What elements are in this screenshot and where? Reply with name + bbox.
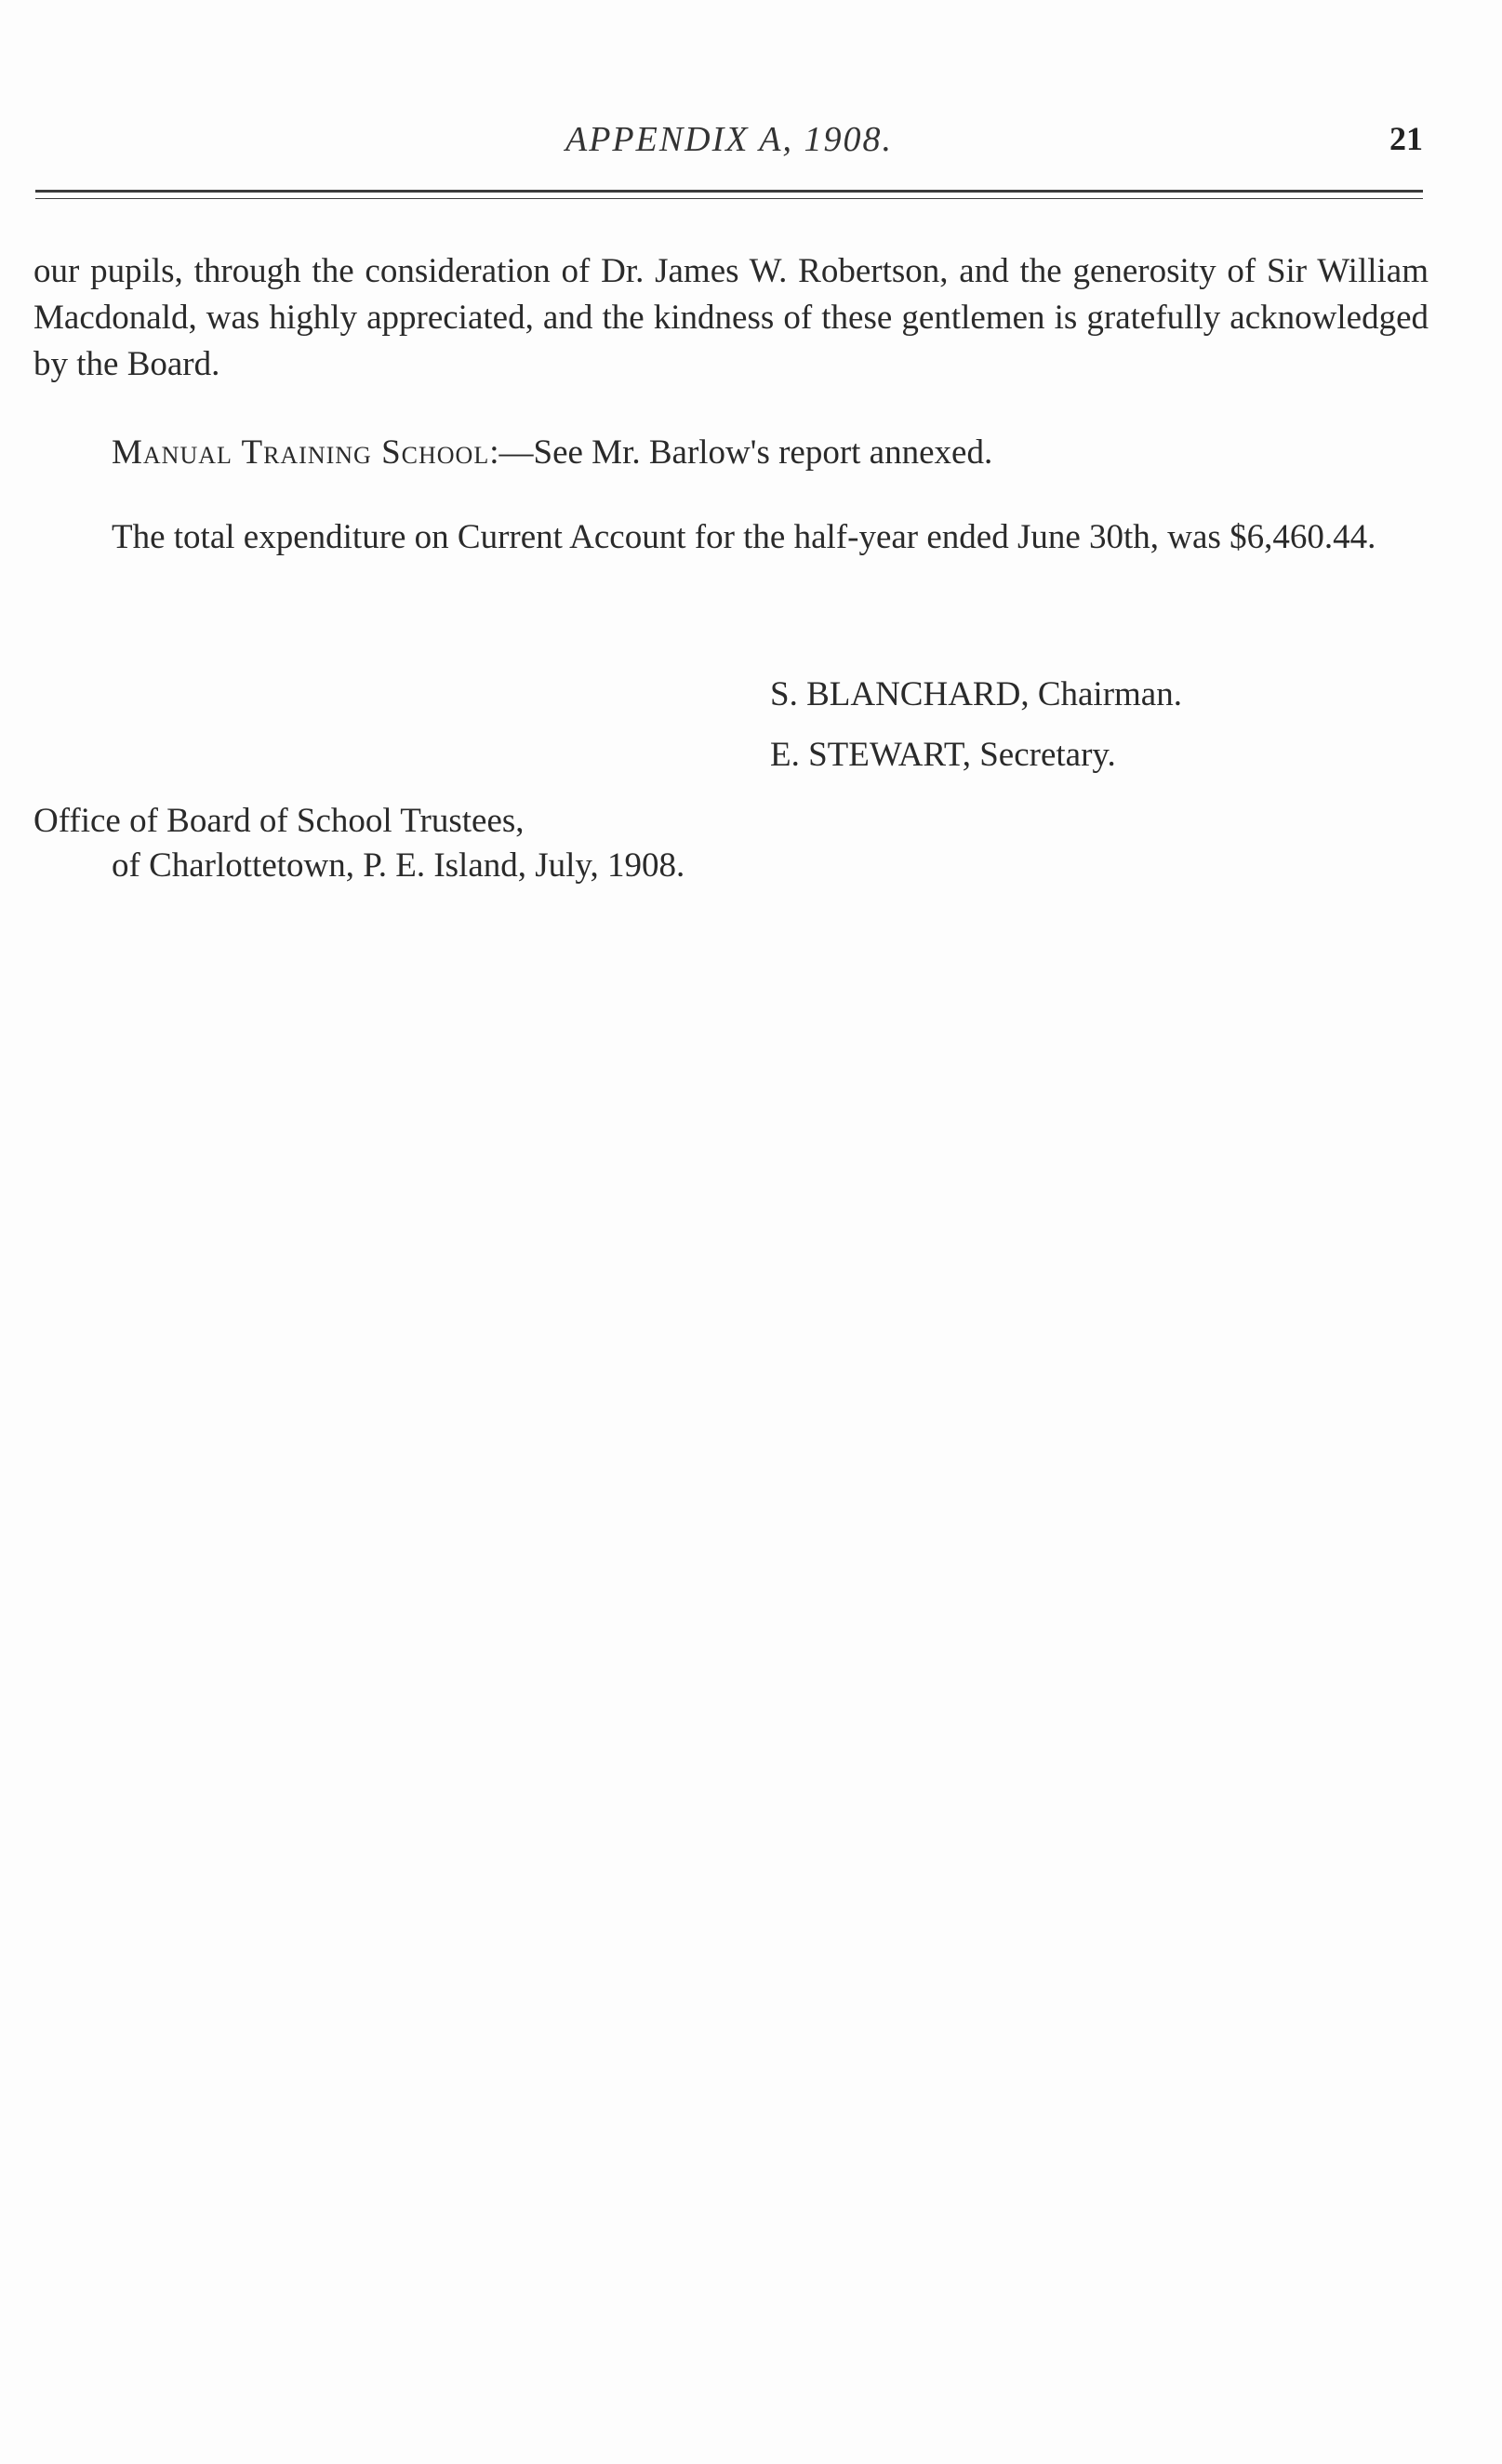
paragraph-expenditure: The total expenditure on Current Account for the half-year ended June 30th, was $6,460.44.	[112, 518, 1376, 556]
header-rule-thin	[35, 198, 1423, 199]
running-head	[35, 119, 1423, 166]
office-line-1: Office of Board of School Trustees,	[33, 802, 525, 840]
page-number: 21	[1389, 120, 1423, 157]
manual-training-text: :—See Mr. Barlow's report annexed.	[489, 433, 993, 472]
paragraph-manual-training	[33, 430, 1429, 476]
header-rule-thick	[35, 190, 1423, 193]
office-line-2: of Charlottetown, P. E. Island, July, 1908.	[112, 846, 685, 885]
paragraph-continuation: our pupils, through the consideration of Dr. James W. Robertson, and the generosity of Sir William Macdonald, was highly appreciated, and the kindness of these gentlemen is gratefully acknowledged by the Board.	[33, 252, 1429, 383]
signature-secretary: E. STEWART, Secretary.	[770, 736, 1116, 774]
manual-training-heading: Manual Training School	[112, 433, 490, 472]
signature-chairman: S. BLANCHARD, Chairman.	[770, 675, 1182, 713]
running-title: APPENDIX A, 1908.	[565, 120, 894, 159]
